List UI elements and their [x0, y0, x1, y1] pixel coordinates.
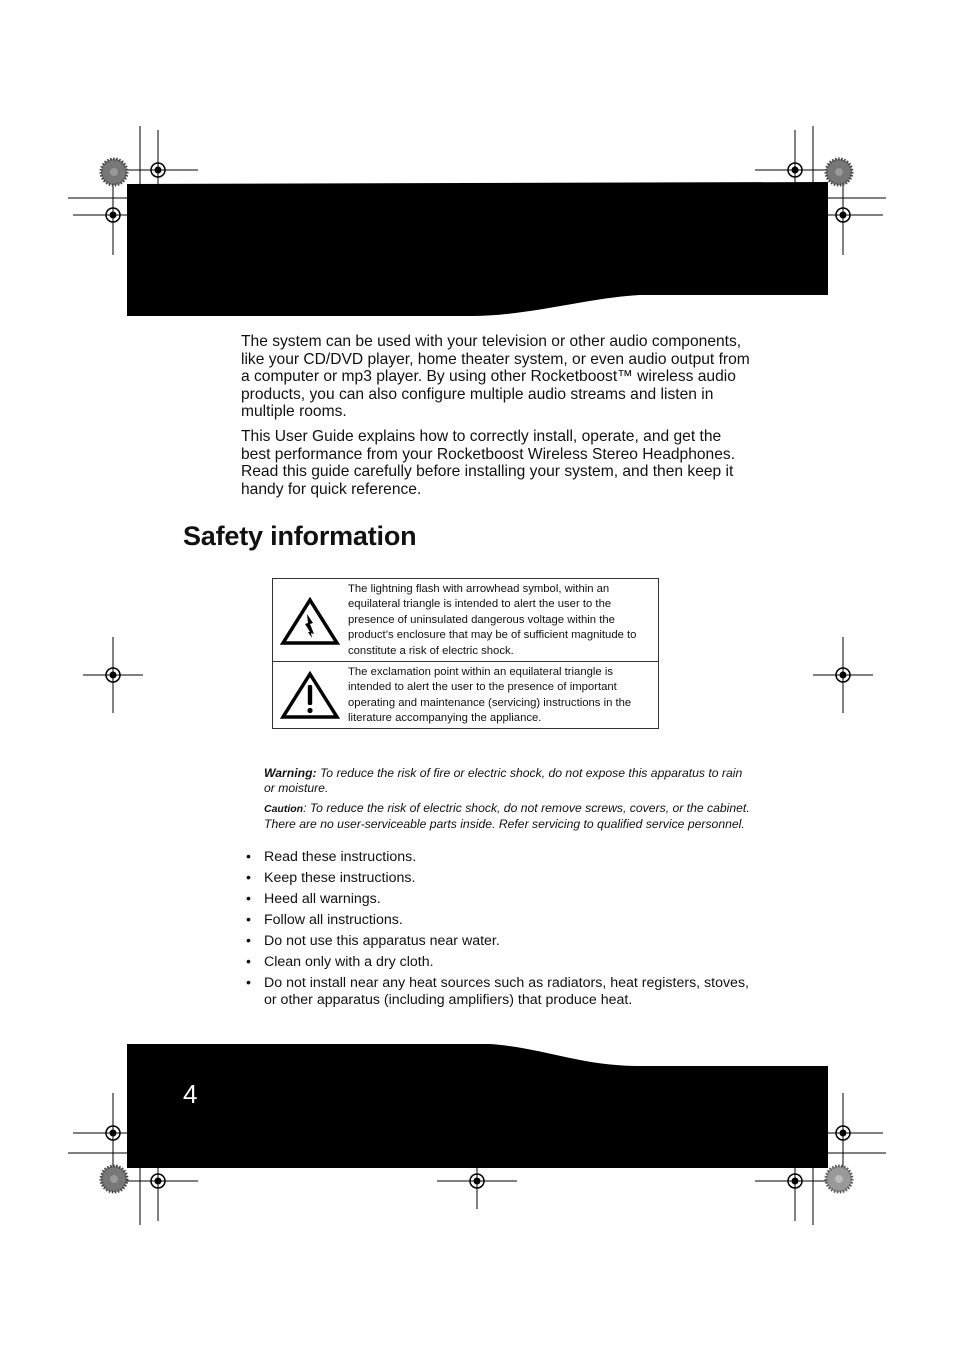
registration-mark [83, 637, 143, 713]
bullet: • [246, 933, 251, 949]
bullet: • [246, 870, 251, 886]
intro-paragraph-1: The system can be used with your television or other audio components, like your CD/DVD player, home theater system, or even audio output from a computer or mp3 player. By using other Rocketboost™ wireless audio products, you can also configure multiple audio streams and listen in multiple rooms. [241, 333, 750, 421]
intro-paragraph-2: This User Guide explains how to correctly install, operate, and get the best performance from your Rocketboost Wireless Stereo Headphones. Read this guide carefully before installing your system, and then keep it handy for quick reference. [241, 428, 736, 498]
warning-note [264, 766, 754, 795]
bullet: • [246, 975, 251, 991]
list-item: • Clean only with a dry cloth. [246, 954, 434, 970]
section-title: Safety information [183, 521, 417, 551]
lightning-triangle-icon [280, 597, 340, 645]
list-item: • Read these instructions. [246, 849, 417, 865]
bullet: • [246, 849, 251, 865]
starburst-target [101, 1166, 127, 1192]
bullet: • [246, 954, 251, 970]
symbol-description: The exclamation point within an equilateral triangle is intended to alert the user to the presence of important operating and maintenance (servicing) instructions in the literature accompanying the appliance. [348, 666, 632, 725]
footer-band [127, 1044, 828, 1168]
starburst-target [101, 159, 127, 185]
list-item: • Do not install near any heat sources such as radiators, heat registers, stoves, or other apparatus (including amplifiers) that produce heat. [246, 975, 749, 1008]
caution-label: Caution [264, 803, 304, 815]
symbol-row [273, 662, 658, 728]
warning-label: Warning: [264, 766, 317, 780]
page-number: 4 [183, 1079, 198, 1109]
warning-text: To reduce the risk of fire or electric shock, do not expose this apparatus to rain or moisture. [264, 766, 743, 795]
symbol-table [272, 578, 659, 729]
starburst-target [826, 1166, 852, 1192]
exclamation-triangle-icon [280, 671, 340, 719]
bullet: • [246, 891, 251, 907]
list-item: • Do not use this apparatus near water. [246, 933, 500, 949]
bullet: • [246, 912, 251, 928]
symbol-description: The lightning flash with arrowhead symbol, within an equilateral triangle is intended to alert the user to the presence of uninsulated dangerous voltage within the product’s enclosure that may be of sufficient magnitude to constitute a risk of electric shock. [348, 583, 637, 657]
caution-text: : To reduce the risk of electric shock, do not remove screws, covers, or the cabinet. There are no user-serviceable parts inside. Refer servicing to qualified service personnel. [264, 801, 750, 831]
symbol-row [273, 579, 658, 662]
registration-mark [813, 637, 873, 713]
instruction-list [246, 849, 756, 1013]
list-item: • Keep these instructions. [246, 870, 416, 886]
starburst-target [826, 159, 852, 185]
caution-note [264, 801, 754, 831]
header-band [127, 182, 828, 316]
list-item: • Heed all warnings. [246, 891, 381, 907]
list-item: • Follow all instructions. [246, 912, 403, 928]
